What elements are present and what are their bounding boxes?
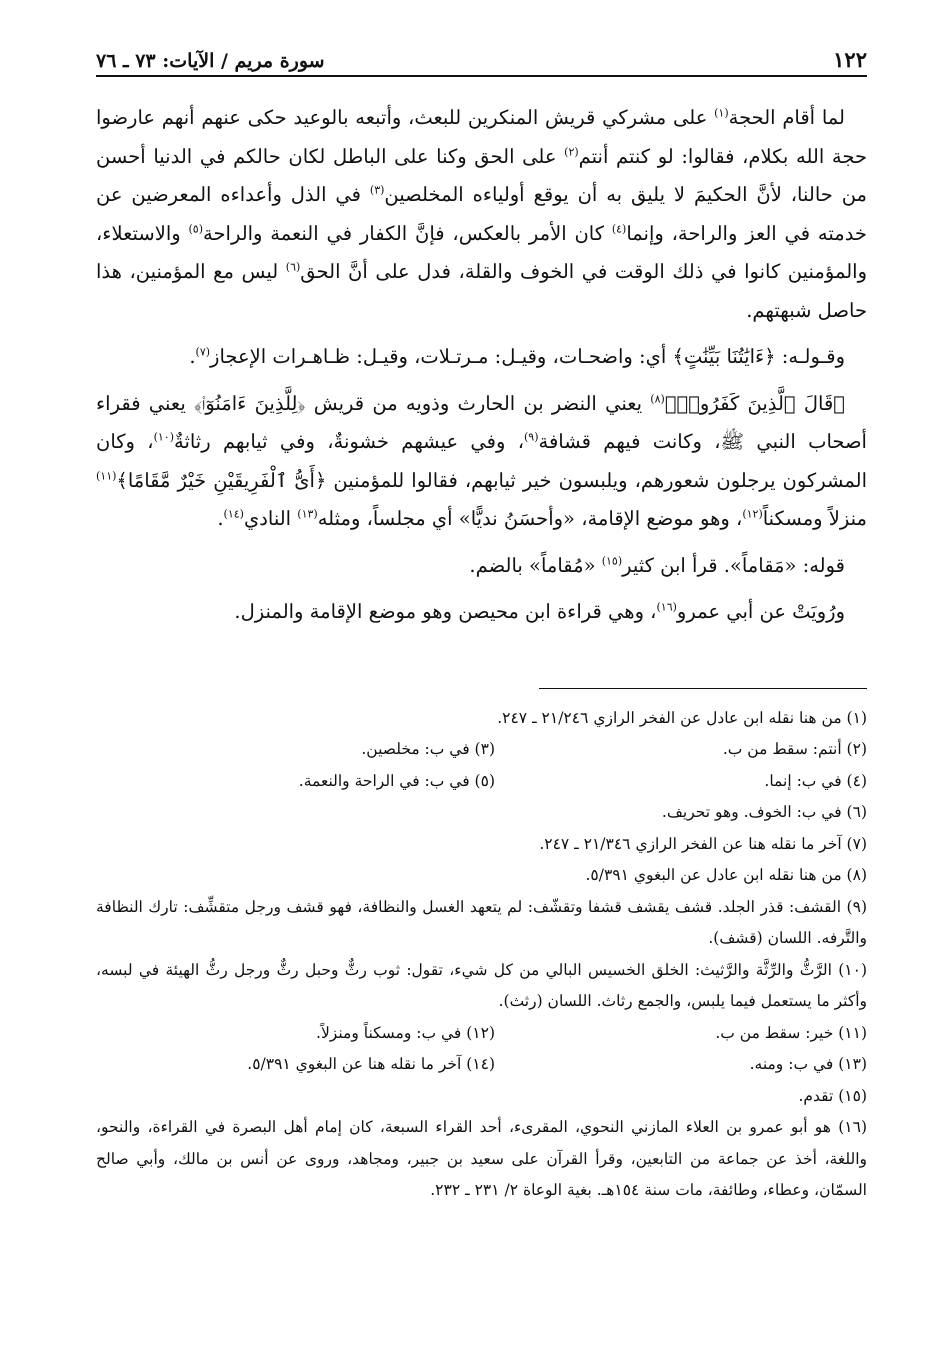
footnote-ref[interactable]: (٥) [188, 222, 204, 235]
text-run: على مشركي قريش المنكرين للبعث، وأتبعه بالوعيد حكى عنهم أنهم عارضوا حجة الله بكلام، فقالوا: لو كنتم أنتم [96, 106, 867, 168]
text-run: «مُقاماً» بالضم. [469, 553, 602, 577]
paragraph [96, 338, 867, 377]
footnote-ref[interactable]: (١٣) [297, 507, 318, 521]
text-run: كان الأمر بالعكس، فإنَّ الكفار في النعمة والراحة [203, 221, 612, 245]
footnote-ref[interactable]: (١٠) [153, 430, 174, 444]
footnote-ref[interactable]: (١٦) [656, 600, 677, 614]
text-run: النادي [243, 507, 298, 530]
page-number: ١٢٢ [833, 47, 867, 72]
footnote-row [96, 1018, 867, 1050]
text-run: ، وهو موضع الإقامة، «وأحسَنُ نديًّا» أي مجلساً، ومثله [317, 507, 743, 530]
text-run: . [189, 345, 196, 368]
text-run: لما أقام الحجة [728, 106, 846, 129]
footnote-ref[interactable]: (١٢) [742, 507, 763, 521]
paragraph [96, 547, 867, 586]
text-run: ليس مع المؤمنين، هذا حاصل شبهتهم. [96, 260, 867, 322]
footnote-ref[interactable]: (٦) [285, 260, 301, 274]
footnote-ref[interactable]: (٣) [369, 183, 385, 197]
text-run: ورُويَتْ عن أبي عمرو [676, 600, 845, 623]
footnote: (١٣) في ب: ومنه. [749, 1055, 867, 1073]
footnote: (٣) في ب: مخلصين. [361, 740, 495, 758]
footnote: (١٦) هو أبو عمرو بن العلاء المازني النحوي، المقرىء، أحد القراء السبعة، كان إمام أهل البصرة في القراءة، والنحو، واللغة، أخذ عن جماعة من التابعين، وقرأ القرآن على سعيد بن جبير، ومجاهد، وروى عن أنس بن مالك، وأبي صالح السمّان، وعطاء، وطائفة، مات سنة ١٥٤هـ. بغية الوعاة ٢/ ٢٣١ ـ ٢٣٢. [96, 1118, 867, 1199]
footnote-row [96, 766, 867, 798]
paragraph [96, 385, 867, 539]
footnote-separator [539, 688, 867, 689]
footnote-row [96, 1049, 867, 1081]
text-run: منزلاً ومسكناً [762, 507, 867, 530]
footnote-row [96, 734, 867, 766]
running-header [96, 38, 867, 77]
text-run: ، وفي عيشهم خشونةٌ، وفي ثيابهم رثاثةٌ [173, 430, 524, 453]
paragraph [96, 593, 867, 632]
footnote-ref[interactable]: (٤) [611, 222, 627, 235]
footnote-ref[interactable]: (٢) [564, 145, 579, 158]
footnote-ref[interactable]: (١٤) [223, 507, 244, 521]
footnote-ref[interactable]: (١) [714, 106, 729, 120]
text-run: على الحق وكنا على الباطل لكان حالكم في الدنيا أحسن من حالنا، لأنَّ الحكيمَ لا يليق به أن يوقع أولياءه المخلصين [96, 144, 867, 206]
footnote-ref[interactable]: (٧) [195, 345, 211, 359]
paragraph [96, 99, 867, 330]
footnote-ref[interactable]: (١١) [96, 469, 117, 482]
footnote: (٤) في ب: إنما. [764, 771, 867, 790]
text-run: والاستعلاء، والمؤمنين كانوا في ذلك الوقت في الخوف والقلة، فدل على أنَّ الحق [96, 221, 867, 283]
text-run: ، وكان المشركون يرجلون شعورهم، ويلبسون خير ثيابهم، فقالوا للمؤمنين ﴿أَىُّ ٱلْفَرِيقَيْنِ خَيْرٌ مَّقَامًا﴾ [96, 430, 867, 492]
main-text [96, 99, 867, 632]
footnote: (٧) آخر ما نقله هنا عن الفخر الرازي ٢١/٣٤٦ ـ ٢٤٧. [539, 834, 867, 853]
text-run: وقـولـه: ﴿ءَايَٰتُنَا بَيِّنَٰتٍ﴾ أي: واضحـات، وقيـل: مـرتـلات، وقيـل: ظـاهـرات الإعجاز [210, 345, 845, 368]
text-run: في الذل وأعداءه المعرضين عن خدمته في العز والراحة، وإنما [96, 183, 867, 245]
footnote: (١١) خير: سقط من ب. [715, 1023, 867, 1042]
footnote: (١٥) تقدم. [798, 1086, 867, 1105]
footnote: (١٠) الرَّثُّ والرِّثَّة والرَّثيث: الخلق الخسيس البالي من كل شيء، تقول: ثوب رثٌّ وحبل رثٌّ ورجل رثُّ الهيئة في لبسه، وأكثر ما يستعمل فيما يلبس، والجمع رثاث. اللسان (رثث). [96, 960, 867, 1010]
footnote: (١) من هنا نقله ابن عادل عن الفخر الرازي ٢١/٢٤٦ ـ ٢٤٧. [497, 708, 867, 727]
text-run: قوله: «مَقاماً». قرأ ابن كثير [622, 553, 845, 577]
footnote: (٢) أنتم: سقط من ب. [722, 740, 867, 758]
footnote: (١٢) في ب: ومسكناً ومنزلاً. [316, 1023, 495, 1042]
text-run: ، وهي قراءة ابن محيصن وهو موضع الإقامة والمنزل. [234, 600, 657, 623]
footnote: (١٤) آخر ما نقله هنا عن البغوي ٥/٣٩١. [247, 1055, 495, 1073]
text-run: . [217, 507, 224, 530]
footnote: (٦) في ب: الخوف. وهو تحريف. [661, 803, 867, 821]
footnote-ref[interactable]: (٩) [524, 430, 539, 444]
footnote: (٨) من هنا نقله ابن عادل عن البغوي ٥/٣٩١. [585, 866, 867, 884]
footnotes [96, 703, 867, 1207]
footnote-ref[interactable]: (١٥) [601, 554, 623, 567]
text-run: ﴿قَالَ ٱلَّذِينَ كَفَرُوا۟﴾ [664, 391, 846, 415]
footnote: (٩) القشف: قذر الجلد. قشف يقشف قشفا وتقشّف: لم يتعهد الغسل والنظافة، فهو قشف ورجل متقشِّف: تارك النظافة والتَّرفه. اللسان (قشف). [96, 897, 867, 947]
running-title: سورة مريم / الآيات: ٧٣ ـ ٧٦ [96, 50, 325, 72]
footnote: (٥) في ب: في الراحة والنعمة. [298, 771, 495, 790]
text-run: يعني النضر بن الحارث وذويه من قريش ﴿لِلَّذِينَ ءَامَنُوٓا۟﴾ يعني فقراء أصحاب النبي ﷺ، وكانت فيهم قشافة [96, 391, 867, 453]
footnote-ref[interactable]: (٨) [650, 392, 665, 405]
